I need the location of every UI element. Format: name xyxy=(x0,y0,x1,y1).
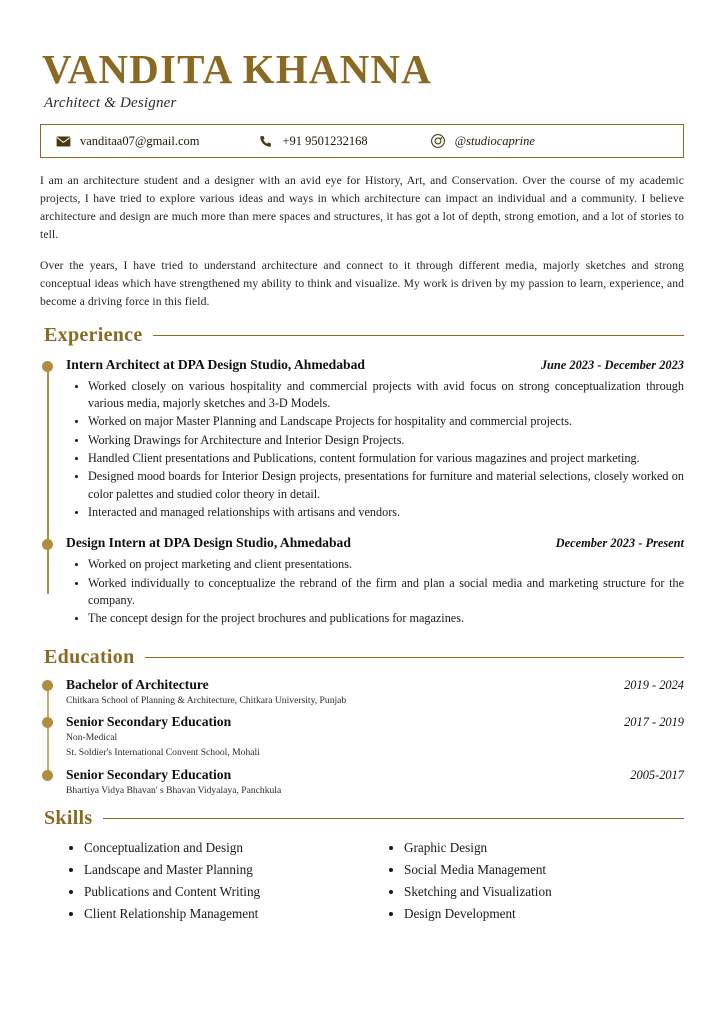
education-item xyxy=(66,767,684,798)
education-institution: St. Soldier's International Convent School, Mohali xyxy=(66,746,260,758)
job-subtitle: Architect & Designer xyxy=(44,95,177,112)
education-date: 2017 - 2019 xyxy=(624,715,684,730)
section-title-education: Education xyxy=(44,645,135,668)
list-item: • Interacted and managed relationships with artisans and vendors. xyxy=(88,504,684,521)
experience-date: December 2023 - Present xyxy=(555,536,684,551)
timeline-spine xyxy=(47,685,49,779)
page-title: VANDITA KHANNA xyxy=(42,46,433,92)
list-item: • Worked on major Master Planning and Landscape Projects for hospitality and commercial projects. xyxy=(88,413,684,430)
contact-phone[interactable] xyxy=(257,133,367,149)
intro-paragraph-1: I am an architecture student and a designer with an avid eye for History, Art, and Conservation. Over the course of my academic projects, I have tried to explore various ideas and ways in which architecture can impact an individual and a community. I believe architecture and design are much more than mere spaces and structures, it has got a lot of depth, strong emotion, and a lot of stories to tell. xyxy=(40,174,684,241)
phone-text: +91 9501232168 xyxy=(282,133,368,148)
skills-list xyxy=(62,838,362,924)
skills-section xyxy=(40,838,684,926)
timeline-dot xyxy=(42,361,53,372)
instagram-icon xyxy=(430,133,446,149)
list-item: • Landscape and Master Planning xyxy=(84,860,362,880)
list-item: • Graphic Design xyxy=(404,838,684,858)
list-item: • Worked individually to conceptualize the rebrand of the firm and plan a social media and marketing structure for the company. xyxy=(88,575,684,610)
timeline-spine xyxy=(47,364,49,594)
list-item: • Social Media Management xyxy=(404,860,684,880)
education-degree: Bachelor of Architecture xyxy=(66,676,209,692)
list-item: • Design Development xyxy=(404,904,684,924)
contact-bar xyxy=(40,124,684,158)
education-timeline xyxy=(40,677,684,797)
subtitle-row xyxy=(44,95,684,112)
experience-item xyxy=(66,535,684,627)
section-divider xyxy=(145,657,684,658)
list-item: • Worked closely on various hospitality and commercial projects with avid focus on strong conceptualization through various media, majorly sketches and 3-D Models. xyxy=(88,378,684,413)
email-text: vanditaa07@gmail.com xyxy=(80,133,200,148)
education-item xyxy=(66,714,684,759)
education-institution: Bhartiya Vidya Bhavan' s Bhavan Vidyalaya, Panchkula xyxy=(66,784,282,796)
experience-timeline xyxy=(40,357,684,628)
timeline-dot xyxy=(42,539,53,550)
education-degree: Senior Secondary Education xyxy=(66,766,232,782)
envelope-icon xyxy=(55,133,71,149)
education-header xyxy=(66,677,684,693)
section-header-skills xyxy=(40,807,684,830)
section-divider xyxy=(153,335,684,336)
experience-title: Intern Architect at DPA Design Studio, Ahmedabad xyxy=(66,356,365,372)
experience-header xyxy=(66,535,684,551)
section-title-experience: Experience xyxy=(44,323,143,346)
skills-column-left xyxy=(40,838,362,926)
timeline-dot xyxy=(42,770,53,781)
list-item: • Handled Client presentations and Publications, content formulation for various magazines and project marketing. xyxy=(88,450,684,467)
education-header xyxy=(66,714,684,730)
timeline-dot xyxy=(42,717,53,728)
list-item: • Sketching and Visualization xyxy=(404,882,684,902)
experience-date: June 2023 - December 2023 xyxy=(540,357,684,372)
skills-list xyxy=(382,838,684,924)
list-item: • Working Drawings for Architecture and Interior Design Projects. xyxy=(88,432,684,449)
experience-bullets xyxy=(66,378,684,522)
instagram-handle: @studiocaprine xyxy=(454,133,535,148)
list-item: • The concept design for the project brochures and publications for magazines. xyxy=(88,610,684,627)
experience-item xyxy=(66,357,684,522)
list-item: • Client Relationship Management xyxy=(84,904,362,924)
section-header-experience xyxy=(40,324,684,347)
list-item: • Publications and Content Writing xyxy=(84,882,362,902)
timeline-dot xyxy=(42,680,53,691)
intro-section xyxy=(40,172,684,311)
education-date: 2005-2017 xyxy=(630,767,684,782)
education-header xyxy=(66,767,684,783)
experience-header xyxy=(66,357,684,373)
education-degree: Senior Secondary Education xyxy=(66,714,232,730)
education-item xyxy=(66,677,684,708)
section-title-skills: Skills xyxy=(44,807,93,830)
section-header-education xyxy=(40,646,684,669)
contact-instagram[interactable] xyxy=(430,133,535,149)
phone-icon xyxy=(257,133,273,149)
experience-bullets xyxy=(66,556,684,627)
contact-email[interactable] xyxy=(55,133,199,149)
education-date: 2019 - 2024 xyxy=(624,677,684,692)
list-item: • Conceptualization and Design xyxy=(84,838,362,858)
education-institution: Chitkara School of Planning & Architecture, Chitkara University, Punjab xyxy=(66,694,347,706)
list-item: • Worked on project marketing and client presentations. xyxy=(88,556,684,573)
list-item: • Designed mood boards for Interior Design projects, presentations for furniture and material selections, closely worked on color palettes and studied color theory in detail. xyxy=(88,468,684,503)
education-stream: Non-Medical xyxy=(66,732,118,744)
skills-column-right xyxy=(362,838,684,926)
section-divider xyxy=(103,818,685,819)
intro-paragraph-2: Over the years, I have tried to understand architecture and connect to it through different media, majorly sketches and strong conceptual ideas which have strengthened my ability to think and visualize. My work is driven by my passion to learn, experience, and become a driving force in this field. xyxy=(40,258,684,308)
experience-title: Design Intern at DPA Design Studio, Ahmedabad xyxy=(66,535,351,551)
